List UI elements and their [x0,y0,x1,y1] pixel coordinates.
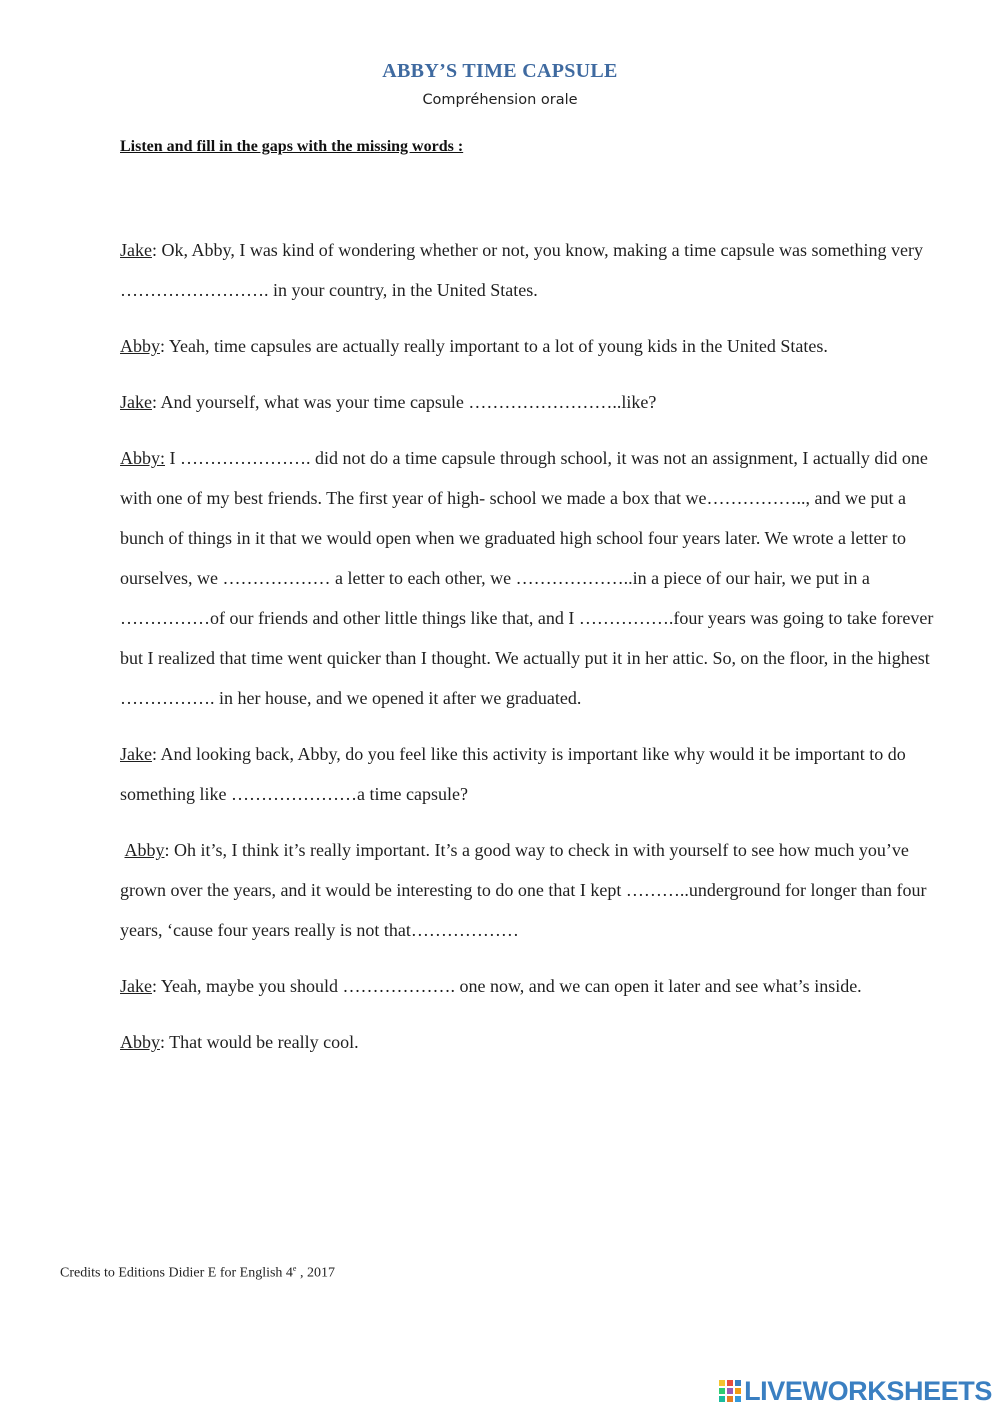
speaker-name: Abby [124,840,165,860]
liveworksheets-brand[interactable] [719,1374,992,1408]
credits-year: , 2017 [296,1265,335,1281]
dialogue-line [120,438,942,718]
dialogue-line [120,966,942,1006]
dialogue-text: : And looking back, Abby, do you feel like this activity is important like why would it be important to do something like …………………a time capsule? [120,744,906,804]
dialogue [120,230,942,1078]
dialogue-line [120,230,942,310]
worksheet-subtitle: Compréhension orale [422,92,578,108]
credits-text: Credits to Editions Didier E for English 4 [60,1265,293,1281]
speaker-name: Jake [120,392,152,412]
worksheet-title: ABBY’S TIME CAPSULE [382,60,618,82]
credits [60,1264,335,1282]
liveworksheets-logo-icon [719,1380,741,1402]
speaker-name: Abby: [120,448,165,468]
dialogue-line [120,1022,942,1062]
speaker-name: Abby [120,336,160,356]
dialogue-text: : And yourself, what was your time capsule ……………………..like? [151,392,657,412]
instructions: Listen and fill in the gaps with the missing words : [120,138,464,155]
speaker-name: Jake [120,976,152,996]
dialogue-text: : Yeah, maybe you should ………………. one now, and we can open it later and see what’s inside. [151,976,862,996]
liveworksheets-wordmark: LIVEWORKSHEETS [744,1375,992,1406]
speaker-name: Abby [120,1032,160,1052]
dialogue-line [120,830,942,950]
dialogue-text: : Ok, Abby, I was kind of wondering whether or not, you know, making a time capsule was something very ……………………. in your country, in the United States. [120,240,924,300]
dialogue-text: I …………………. did not do a time capsule through school, it was not an assignment, I actually did one with one of my best friends. The first year of high- school we made a box that we…………….., and we put a bunch of things in it that we would open when we graduated high school four years later. We wrote a letter to ourselves, we ……………… a letter to each other, we ………………..in a piece of our hair, we put in a ……………of our friends and other little things like that, and I …………….four years was going to take forever but I realized that time went quicker than I thought. We actually put it in her attic. So, on the floor, in the highest ……………. in her house, and we opened it after we graduated. [120,448,934,708]
dialogue-line [120,734,942,814]
dialogue-line [120,382,942,422]
dialogue-text: : That would be really cool. [160,1032,359,1052]
dialogue-line [120,326,942,366]
dialogue-text: : Oh it’s, I think it’s really important. It’s a good way to check in with yourself to see how much you’ve grown over the years, and it would be interesting to do one that I kept ………..underground for longer than four years, ‘cause four years really is not that……………… [120,840,927,940]
credits-superscript: e [292,1264,297,1273]
dialogue-text: : Yeah, time capsules are actually really important to a lot of young kids in the United States. [160,336,828,356]
speaker-name: Jake [120,240,152,260]
speaker-name: Jake [120,744,152,764]
